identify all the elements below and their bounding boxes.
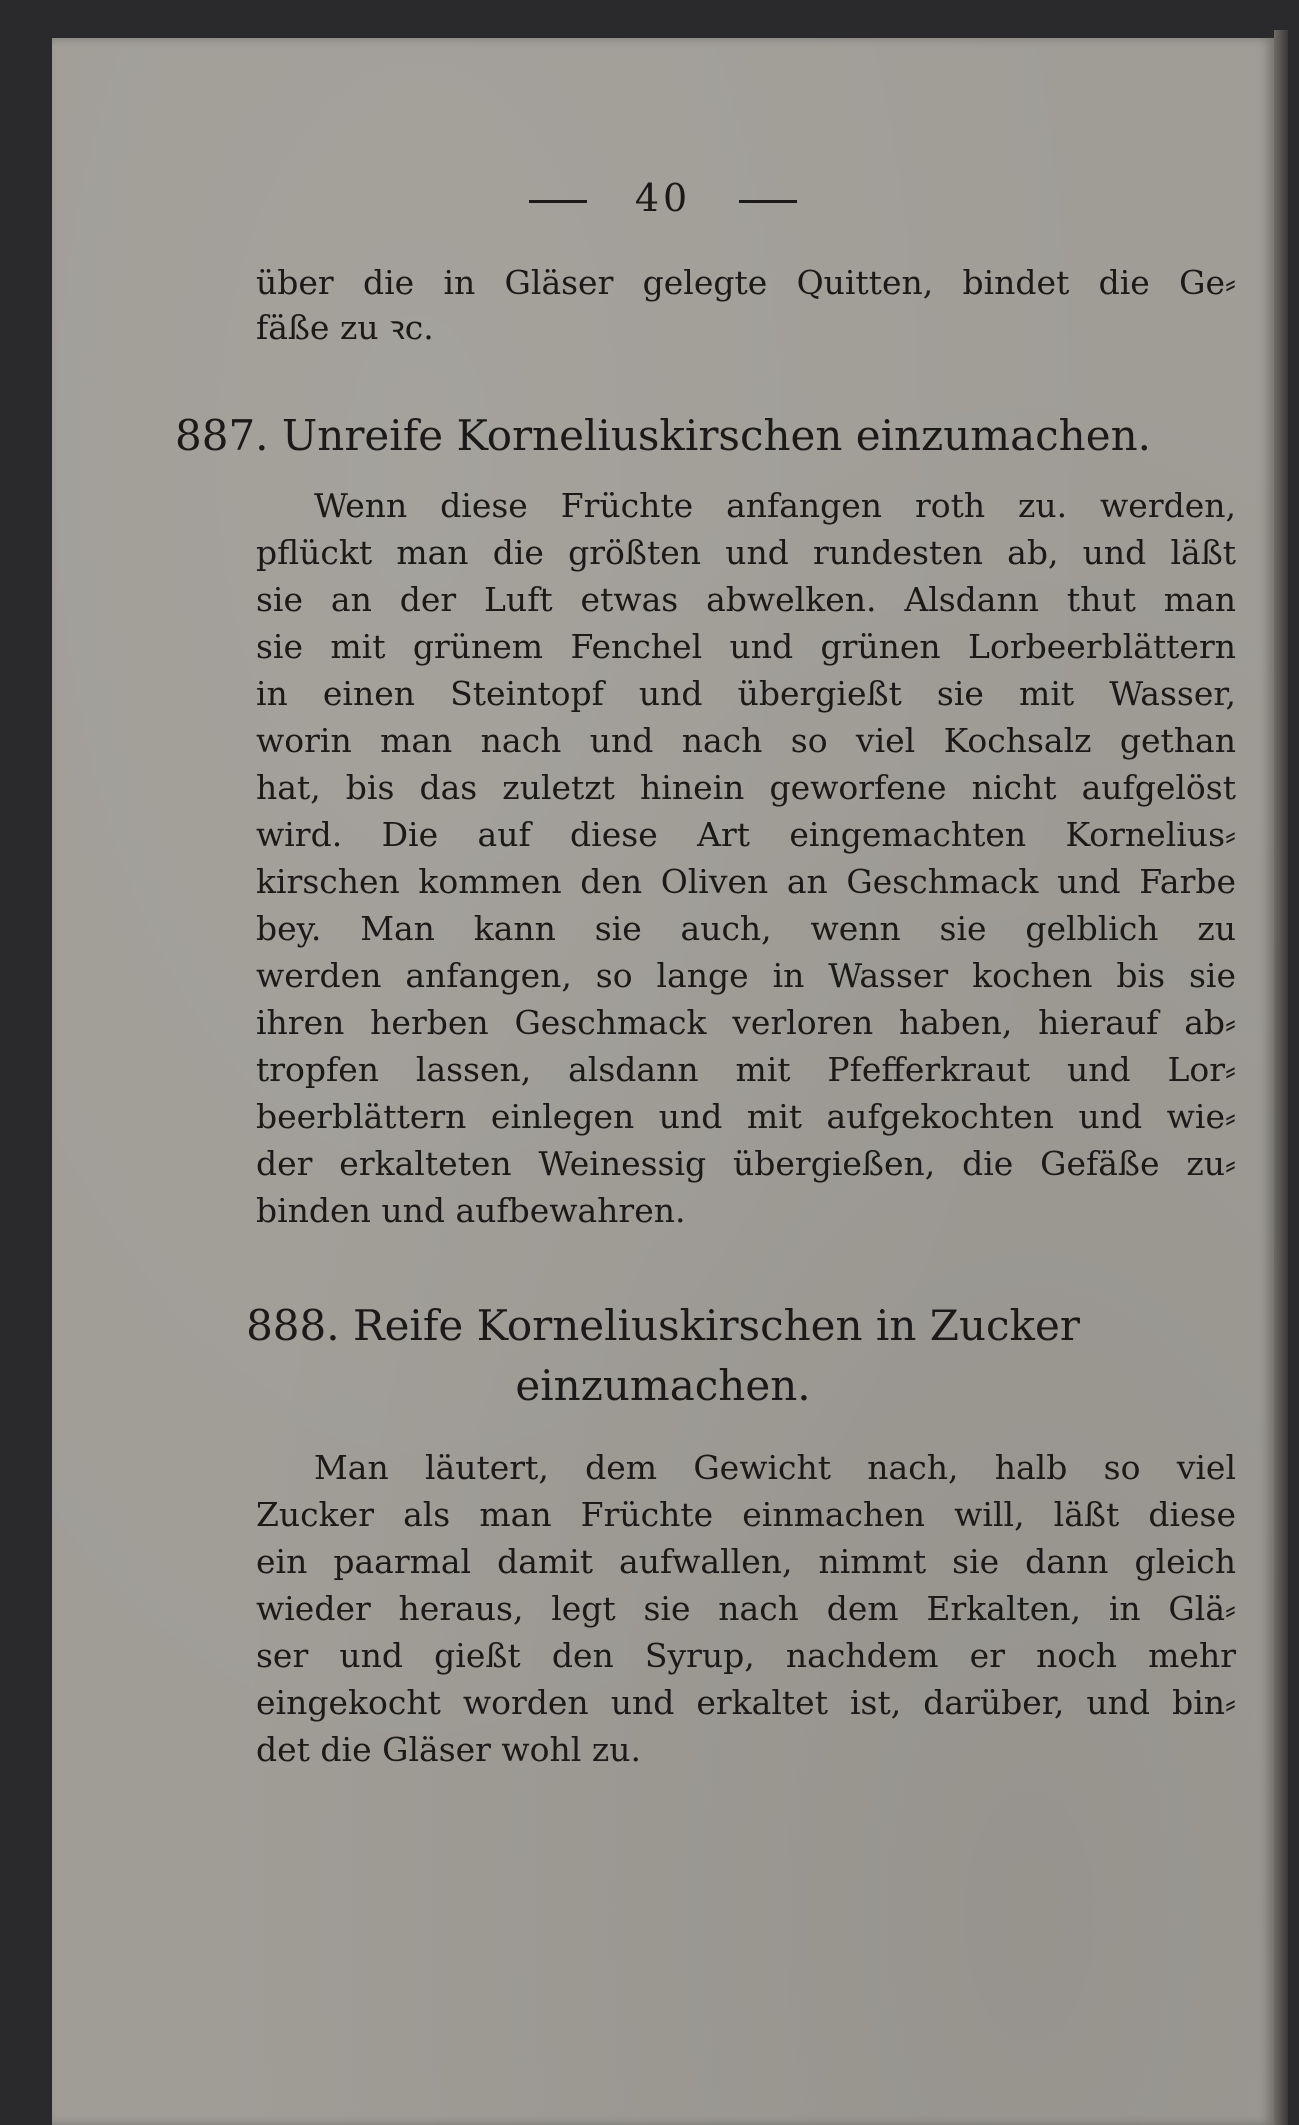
page-header — [52, 176, 1274, 220]
paragraph-line: det die Gläser wohl zu. — [256, 1730, 641, 1769]
paragraph-line: in einen Steintopf und übergießt sie mit Wasser, — [256, 674, 1236, 713]
paragraph-line: ein paarmal damit aufwallen, nimmt sie dann gleich — [256, 1542, 1236, 1581]
paragraph-line: ser und gießt den Syrup, nachdem er noch mehr — [256, 1636, 1236, 1675]
paragraph-line: binden und aufbewahren. — [256, 1191, 686, 1230]
section-heading-887: 887. Unreife Korneliuskirschen einzumachen. — [175, 411, 1151, 460]
paragraph-line: pflückt man die größten und rundesten ab, und läßt — [256, 533, 1236, 572]
paragraph-line: sie an der Luft etwas abwelken. Alsdann thut man — [256, 580, 1236, 619]
paragraph-line: bey. Man kann sie auch, wenn sie gelblich zu — [256, 909, 1236, 948]
paragraph-line: der erkalteten Weinessig übergießen, die Gefäße zu⸗ — [256, 1144, 1236, 1183]
paragraph-line: ihren herben Geschmack verloren haben, hierauf ab⸗ — [256, 1003, 1236, 1042]
paragraph-line: Man läutert, dem Gewicht nach, halb so viel — [314, 1448, 1236, 1487]
page-number: 40 — [634, 176, 692, 220]
paragraph-line: Zucker als man Früchte einmachen will, läßt diese — [256, 1495, 1236, 1534]
paragraph-line: werden anfangen, so lange in Wasser kochen bis sie — [256, 956, 1236, 995]
paragraph-line: eingekocht worden und erkaltet ist, darüber, und bin⸗ — [256, 1683, 1236, 1722]
paragraph-line: wieder heraus, legt sie nach dem Erkalten, in Glä⸗ — [256, 1589, 1236, 1628]
paragraph-line: sie mit grünem Fenchel und grünen Lorbeerblättern — [256, 627, 1236, 666]
paragraph-line: worin man nach und nach so viel Kochsalz gethan — [256, 721, 1236, 760]
book-page — [52, 38, 1274, 2125]
section-heading-888-cont: einzumachen. — [515, 1361, 811, 1410]
header-dash-left — [529, 200, 587, 203]
paragraph-line: wird. Die auf diese Art eingemachten Kornelius⸗ — [256, 815, 1236, 854]
paragraph-line: hat, bis das zuletzt hinein geworfene nicht aufgelöst — [256, 768, 1236, 807]
header-dash-right — [739, 200, 797, 203]
intro-line: über die in Gläser gelegte Quitten, bindet die Ge⸗ — [256, 263, 1236, 302]
section-heading-888: 888. Reife Korneliuskirschen in Zucker — [246, 1301, 1080, 1350]
intro-line: fäße zu ꝛc. — [256, 308, 434, 347]
page-edge — [1274, 30, 1288, 2125]
paragraph-line: tropfen lassen, alsdann mit Pfefferkraut und Lor⸗ — [256, 1050, 1236, 1089]
paragraph-line: beerblättern einlegen und mit aufgekochten und wie⸗ — [256, 1097, 1236, 1136]
paragraph-line: Wenn diese Früchte anfangen roth zu. werden, — [314, 486, 1236, 525]
paragraph-line: kirschen kommen den Oliven an Geschmack und Farbe — [256, 862, 1236, 901]
